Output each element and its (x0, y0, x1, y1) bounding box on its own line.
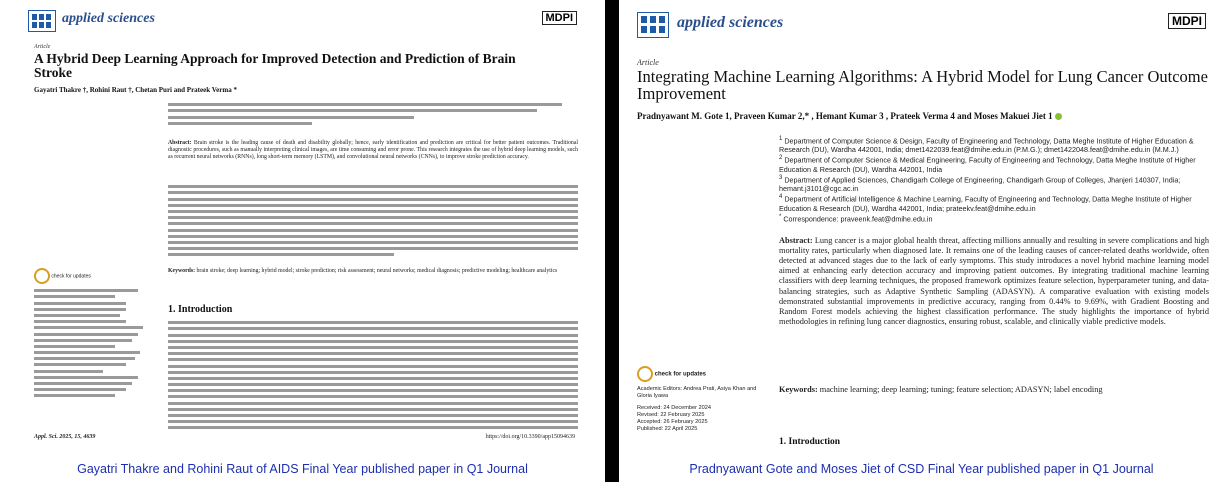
check-updates-icon (637, 366, 653, 382)
academic-editors: Academic Editors: Andrea Prati, Asiya Khan and Gloria Iyawa (637, 386, 757, 399)
check-updates-icon (34, 268, 50, 284)
publisher-logo: MDPI (1168, 13, 1206, 29)
abstract-label: Abstract: (168, 140, 192, 146)
journal-name: applied sciences (62, 11, 155, 26)
journal-logo-icon (637, 12, 669, 38)
keywords (779, 385, 1209, 395)
check-updates-label: check for updates (51, 273, 91, 280)
check-updates-label: check for updates (654, 371, 707, 378)
paper-title: A Hybrid Deep Learning Approach for Improved Detection and Prediction of Brain Stroke (34, 51, 516, 81)
journal-name: applied sciences (677, 14, 784, 31)
left-caption: Gayatri Thakre and Rohini Raut of AIDS Final Year published paper in Q1 Journal (77, 462, 528, 476)
footer-citation: Appl. Sci. 2025, 15, 4639 (34, 434, 96, 440)
paper-authors: Gayatri Thakre †, Rohini Raut †, Chetan Puri and Prateek Verma * (34, 86, 237, 94)
check-for-updates-badge[interactable] (34, 268, 91, 284)
abstract-text: Brain stroke is the leading cause of death and disability globally; hence, early identification and prediction are critical for better patient outcomes. Traditional diagnostic procedures, such as manually interpreting clinical images, are time consuming and error prone. This research integrates the use of hybrid deep learning models, such as recurrent neural networks (RNNs), long short-term memory (LSTM), and convolutional neural networks (CNNs), to improve stroke prediction accuracy. (168, 140, 579, 161)
publisher-logo: MDPI (542, 11, 578, 25)
keywords (168, 268, 578, 275)
affiliation-item: $^4$ Department of Artificial Intelligence & Machine Learning, Faculty of Engineering and Technology, Datta Meghe Institute of Higher Education & Research (DU), Wardha 442001, India; prateekv.feat@dmihe.edu.in (779, 194, 1192, 213)
abstract-text: Lung cancer is a major global health threat, affecting millions annually and resulting in severe complications and high mortality rates, particularly when diagnosed late. It remains one of the leading causes of cancer-related deaths worldwide, often detected at advanced stages due to the lack of early symptoms. This study introduces a novel hybrid machine learning model aimed at enhancing early detection accuracy and improving patient outcomes. By integrating traditional machine learning classifiers with deep learning techniques, the proposed framework optimizes feature selection, hyperparameter tuning, and data-balancing strategies, such as Adaptive Synthetic Sampling (ADASYN). A comparative evaluation with existing models demonstrated substantial improvements in predictive accuracy, ranging from 0.44% to 9.69%, with Gradient Boosting and Random Forest models achieving the highest classification performance. The study highlights the importance of hybrid methodologies in refining lung cancer diagnostics, ensuring robust, scalable, and clinically viable predictive models. (779, 236, 1209, 326)
introduction-heading: 1. Introduction (168, 304, 233, 315)
check-for-updates-badge[interactable] (637, 366, 706, 382)
left-paper-page (0, 0, 605, 482)
right-paper-page (619, 0, 1224, 482)
keywords-label: Keywords: (779, 385, 818, 394)
left-sidebar-info (34, 286, 149, 401)
right-caption: Pradnyawant Gote and Moses Jiet of CSD Final Year published paper in Q1 Journal (689, 462, 1154, 476)
affiliation-item: $^3$ Department of Applied Sciences, Chandigarh College of Engineering, Chandigarh Group of Colleges, Jhanjeri 140307, India; hemant.j3101@cgc.ac.in (779, 174, 1181, 194)
affiliation-block (168, 100, 578, 128)
article-label: Article (637, 58, 659, 67)
abstract (168, 140, 578, 162)
paper-authors (637, 111, 1062, 121)
abstract (779, 236, 1209, 327)
affiliation-item: * Correspondence: praveenk.feat@dmihe.edu.in (779, 213, 933, 223)
affiliation-item: $^1$ Department of Computer Science & Design, Faculty of Engineering and Technology, Datta Meghe Institute of Higher Education & Research (DU), Wardha 442001, India; dmet1422039.feat@dmihe.edu.in (P.M.G.); dmet1422048.feat@dmihe.edu.in (M.M.J.) (779, 136, 1194, 155)
keywords-label: Keywords: (168, 268, 196, 274)
abstract-continued (168, 182, 578, 259)
accepted-date: Accepted: 26 February 2025 (637, 418, 708, 425)
orcid-icon[interactable] (1055, 113, 1062, 120)
received-date: Received: 24 December 2024 (637, 404, 712, 411)
abstract-label: Abstract: (779, 236, 813, 245)
introduction-body (168, 318, 578, 433)
journal-logo-icon (28, 10, 56, 32)
affiliations-list (779, 136, 1209, 223)
keywords-text: brain stroke; deep learning; hybrid model; stroke prediction; risk assessment; neural networks; medical diagnosis; predictive modeling; healthcare analytics (196, 268, 558, 274)
footer-doi[interactable]: https://doi.org/10.3390/app15094639 (485, 434, 575, 440)
affiliation-item: $^2$ Department of Computer Science & Medical Engineering, Faculty of Engineering and Technology, Datta Meghe Institute of Higher Education & Research (DU), Wardha 442001, India (779, 155, 1196, 174)
right-journal-header (637, 10, 1206, 36)
revised-date: Revised: 22 February 2025 (637, 411, 705, 418)
paper-title: Integrating Machine Learning Algorithms: A Hybrid Model for Lung Cancer Outcome Improvement (637, 67, 1208, 104)
article-label: Article (34, 44, 51, 50)
keywords-text: machine learning; deep learning; tuning; feature selection; ADASYN; label encoding (819, 385, 1103, 394)
publication-info (637, 386, 767, 433)
left-journal-header (28, 8, 577, 34)
authors-text: Pradnyawant M. Gote 1, Praveen Kumar 2,* , Hemant Kumar 3 , Prateek Verma 4 and Moses Makuei Jiet 1 (637, 111, 1053, 121)
published-date: Published: 22 April 2025 (637, 425, 698, 432)
introduction-heading: 1. Introduction (779, 437, 841, 447)
